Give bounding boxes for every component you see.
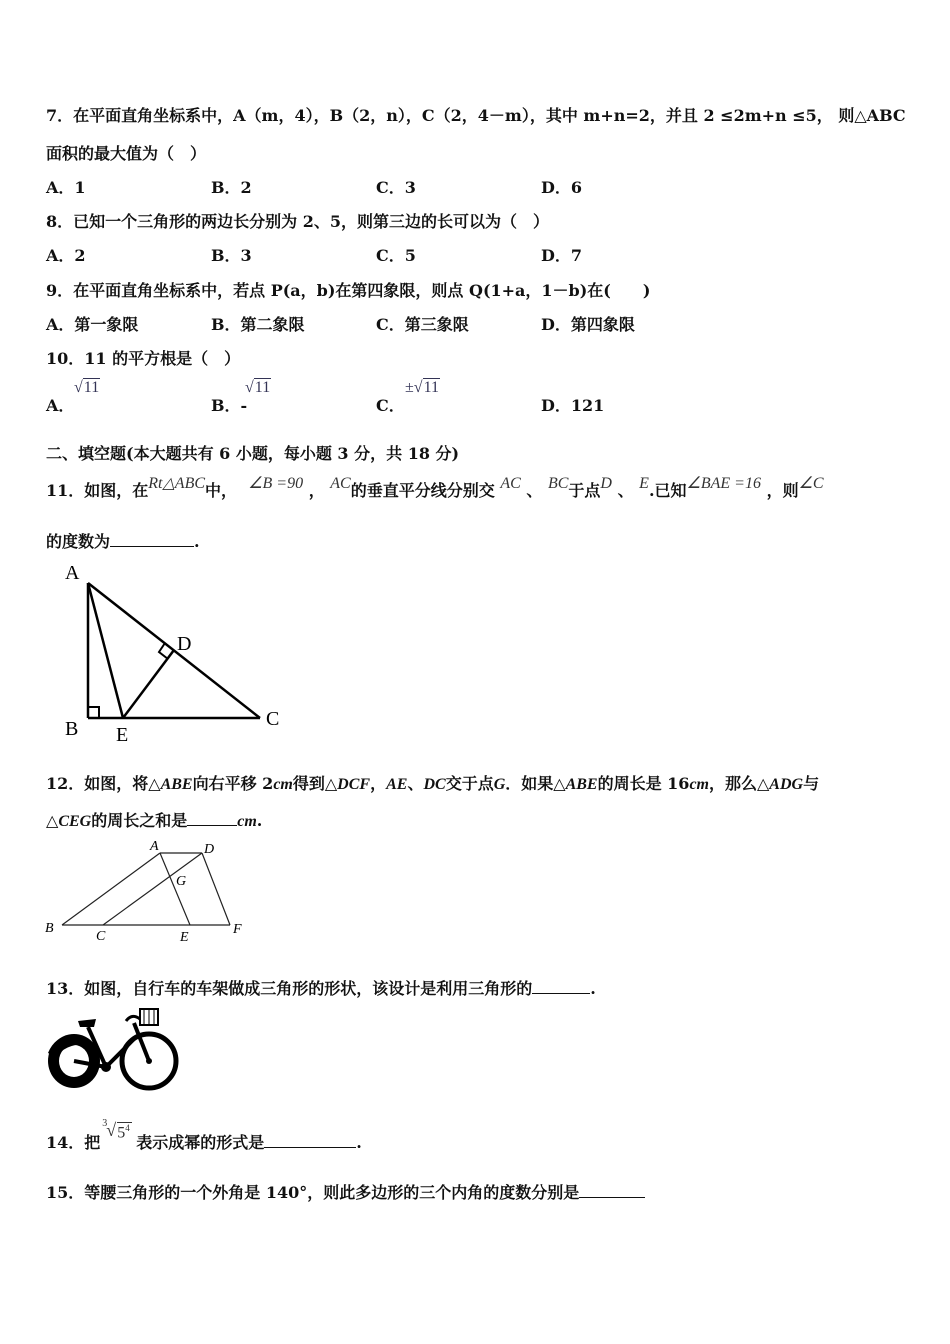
q14-exponent: 4 [125,1123,130,1133]
q12-p1: 12．如图，将△ [46,774,161,793]
q12-cm: cm [273,776,293,793]
q11-mid2: 的垂直平分线分别交 [350,481,495,500]
q12-p4: ， [370,774,387,793]
q11-prefix: 11．如图，在 [46,481,149,500]
q15-stem [46,1180,645,1203]
q14-stem [46,1118,362,1153]
q11-label-c: C [266,708,280,730]
q10-stem: 10．11 的平方根是（ ） [46,349,241,368]
q12-cm2: cm [689,776,709,793]
q11-ac: AC [330,475,351,492]
q15-answer-blank [579,1183,645,1198]
q10-option-a-label: A． [46,396,75,415]
q11-angle-c: ∠C [798,475,824,492]
q7-option-c: C．3 [376,178,416,197]
q12-label-e: E [180,930,189,945]
q12-p5: 、 [407,774,424,793]
q12-p10: 与 [803,774,820,793]
q12-p8: 的周长是 16 [597,774,690,793]
q14-answer-blank [264,1133,356,1148]
q11-sep: 、 [526,481,543,500]
q13-text: 13．如图，自行车的车架做成三角形的形状，该设计是利用三角形的 [46,979,533,998]
q11-mid1: 中， [205,481,238,500]
q11-label-d: D [177,633,192,655]
q10-option-c [376,393,405,416]
q13-stem [46,976,596,999]
q9-stem: 9．在平面直角坐标系中，若点 P(a，b)在第四象限，则点 Q(1+a，1－b)在( ) [46,281,651,300]
q12-end: . [256,811,263,830]
q12-cm3: cm [237,813,257,830]
q14-radical [100,1118,136,1148]
q12-stem [46,771,819,794]
q11-text2: 的度数为 [46,532,111,551]
q14-radicand [117,1122,132,1142]
q11-angle-bae: ∠BAE =16 [686,475,761,492]
q10-option-b [211,393,247,416]
q11-stem-line2 [46,529,200,552]
q13-end: . [590,979,596,998]
q14-end: . [356,1133,362,1152]
q10-radicand-c: 11 [423,379,439,396]
q10-option-b-sqrt: √11 [245,379,271,396]
q11-point-e: E [639,475,649,492]
q12-label-b: B [45,921,54,936]
q12-p7: ．如果△ [505,774,566,793]
q12-dc: DC [423,776,446,793]
q8-option-c: C．5 [376,246,416,265]
q12-abe2: ABE [565,776,598,793]
q11-label-a: A [65,562,80,584]
q7-option-a: A．1 [46,178,86,197]
q12-label-a: A [150,839,159,854]
q11-label-e: E [116,724,129,746]
q15-text: 15．等腰三角形的一个外角是 140°，则此多边形的三个内角的度数分别是 [46,1183,580,1202]
q14-root-index: 3 [102,1118,108,1129]
q12-label-f: F [233,922,242,937]
q11-segment-de [123,650,174,718]
q9-option-b: B．第二象限 [211,315,305,334]
q12-label-d: D [204,842,215,857]
q11-figure [55,558,295,748]
q7-stem-line2: 面积的最大值为（ ） [46,144,207,163]
q12-segment-df [202,853,230,925]
q12-g: G [493,776,506,793]
q12-abe: ABE [160,776,193,793]
q7-option-b: B．2 [211,178,252,197]
q12-p9: ，那么△ [708,774,770,793]
q11-mid3: 于点 [568,481,601,500]
q8-option-a: A．2 [46,246,86,265]
q12-ae: AE [386,776,408,793]
q14-suffix: 表示成幂的形式是 [136,1133,265,1152]
q11-segment-ae [88,583,123,718]
q10-radicand-b: 11 [254,379,271,396]
q13-answer-blank [532,979,590,994]
q12-stem-line2 [46,808,262,831]
bicycle-handlebar [126,1016,140,1021]
q10-option-a [46,393,74,416]
q14-prefix: 14．把 [46,1133,101,1152]
q11-end: . [194,532,200,551]
q11-mid4: .已知 [648,481,687,500]
q14-base: 5 [117,1124,126,1142]
q12-dcf: DCF [337,776,371,793]
q10-option-a-sqrt: √11 [74,379,100,396]
q10-radicand-a: 11 [83,379,100,396]
q12-ceg: CEG [58,813,92,830]
q11-stem [46,475,824,501]
q12-adg: ADG [769,776,804,793]
bicycle-seat [78,1019,96,1027]
q12-answer-blank [187,811,237,826]
q14-radical-sign: √ [106,1120,117,1140]
section2-title: 二、填空题(本大题共有 6 小题，每小题 3 分，共 18 分) [46,444,460,463]
q12-segment-ae [160,853,190,925]
q11-comma: ， [308,481,325,500]
q11-mid5: ，则 [766,481,799,500]
q7-stem: 7．在平面直角坐标系中，A（m，4），B（2，n），C（2，4－m），其中 m+n=2，并且 2 ≤2m+n ≤5， 则△ABC [46,106,906,125]
q12-label-g: G [176,874,187,889]
bicycle-crank [101,1062,111,1072]
q12-segment-ba [62,853,160,925]
q11-bc: BC [547,475,569,492]
q11-rt-triangle: Rt△ABC [148,475,206,492]
q12-figure [40,835,255,945]
q9-option-a: A．第一象限 [46,315,139,334]
q8-option-b: B．3 [211,246,252,265]
q11-ac2: AC [500,475,521,492]
q11-point-d: D [600,475,612,492]
bicycle-fork [134,1023,149,1061]
q10-option-b-label: B．- [211,396,248,415]
q9-option-d: D．第四象限 [541,315,635,334]
q8-stem: 8．已知一个三角形的两边长分别为 2、5，则第三边的长可以为（ ） [46,212,549,231]
q11-sep2: 、 [617,481,634,500]
q12-p6: 交于点 [445,774,494,793]
q12-label-c: C [96,929,106,944]
bicycle-image [44,1005,180,1091]
q11-angle-b: ∠B =90 [248,475,304,492]
q11-right-angle-b [88,707,99,718]
q10-option-d: D．121 [541,396,605,415]
q10-option-c-sqrt: ±√11 [405,379,439,396]
q11-answer-blank [110,532,194,547]
q12-p3: 得到△ [292,774,338,793]
q11-label-b: B [65,718,79,740]
q9-option-c: C．第三象限 [376,315,469,334]
q12-l2b: 的周长之和是 [91,811,188,830]
q12-p2: 向右平移 2 [192,774,274,793]
q10-option-c-label: C． [376,396,405,415]
q12-l2a: △ [46,811,59,830]
q10-plus-minus: ± [405,379,414,396]
q7-option-d: D．6 [541,178,583,197]
q8-option-d: D．7 [541,246,583,265]
q12-segment-dc [103,853,202,925]
